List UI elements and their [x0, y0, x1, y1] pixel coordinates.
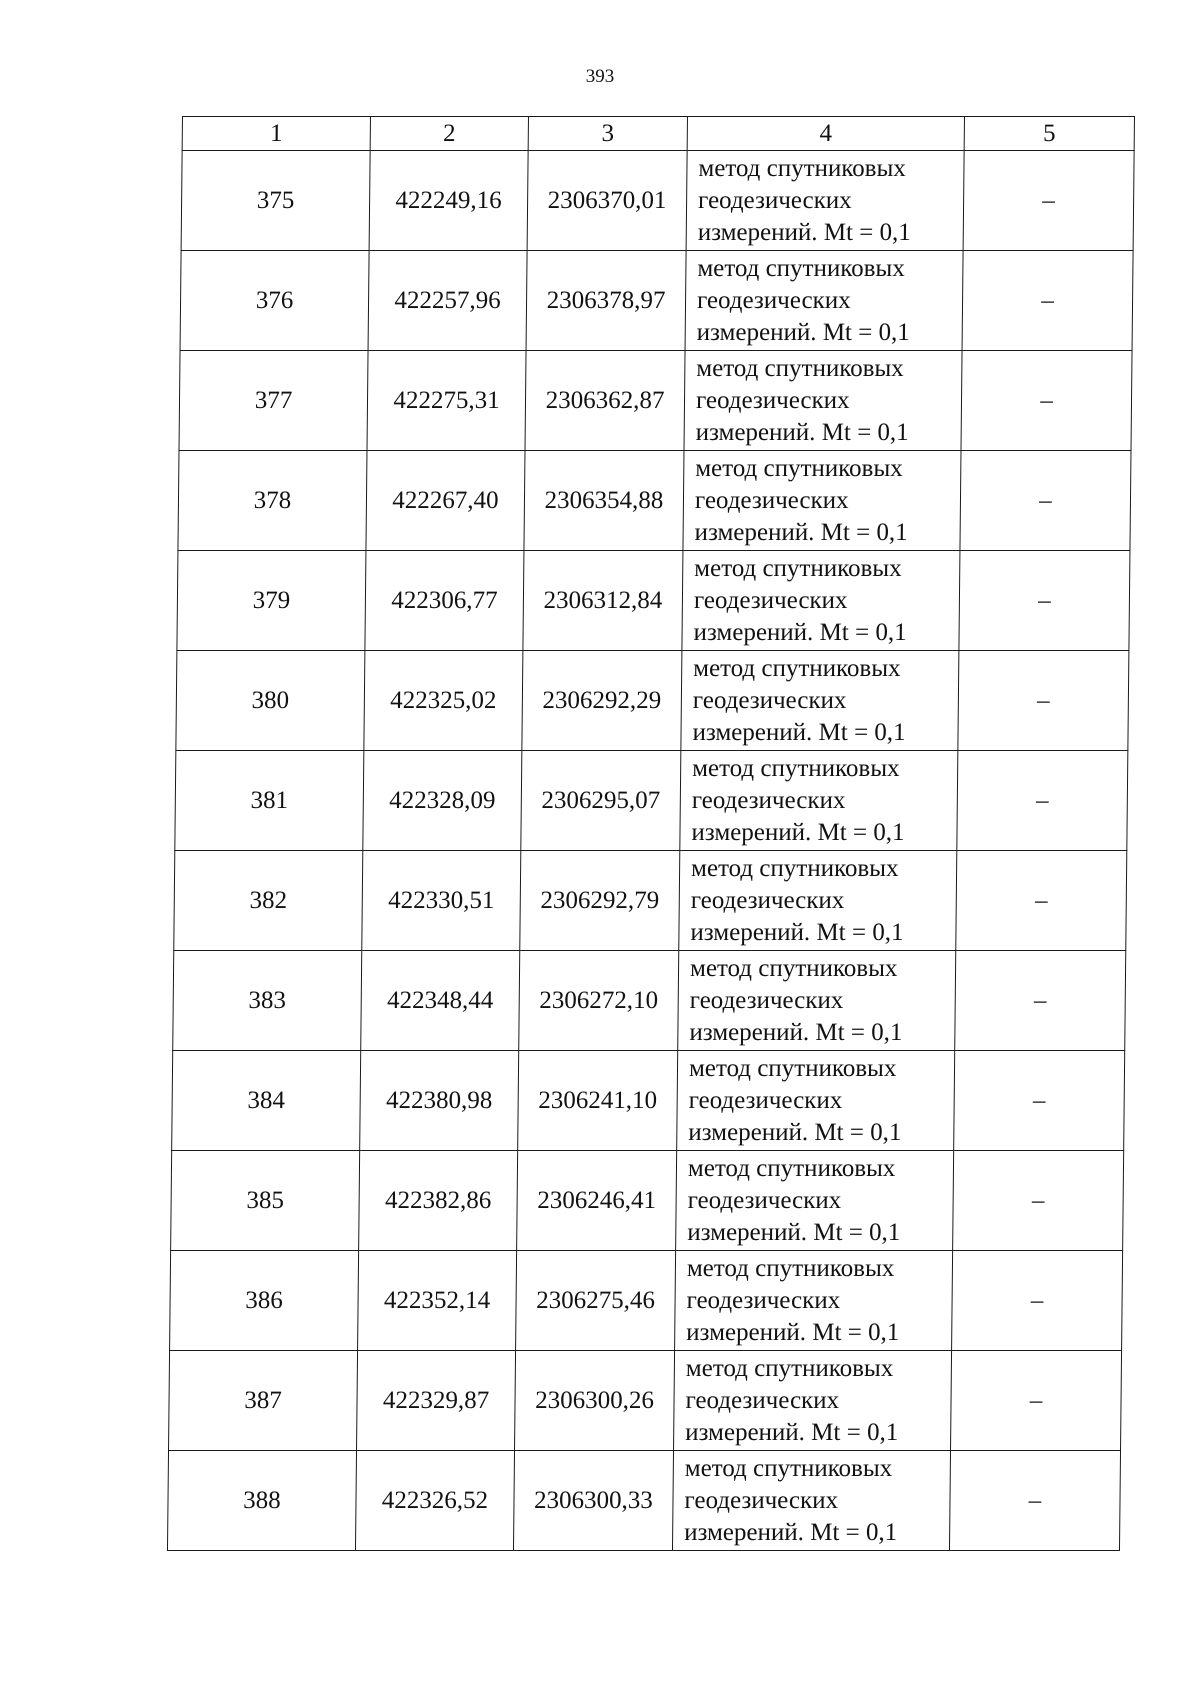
column-header-5: 5 — [964, 117, 1134, 151]
point-number-cell: 380 — [176, 651, 365, 751]
method-text-line: измерений. Mt = 0,1 — [691, 818, 905, 846]
table-row — [171, 1151, 1124, 1251]
method-text-line: метод спутниковых — [684, 1454, 893, 1482]
method-text-line: метод спутниковых — [685, 1354, 894, 1382]
note-cell: – — [961, 351, 1132, 451]
method-text-line: геодезических — [688, 1086, 843, 1114]
method-text-line: измерений. Mt = 0,1 — [690, 918, 904, 946]
method-text-line: геодезических — [690, 886, 845, 914]
table-header-row — [182, 117, 1134, 151]
method-cell — [672, 1451, 950, 1551]
table-row — [180, 251, 1133, 351]
method-text-line: геодезических — [684, 1486, 839, 1514]
method-text-line: геодезических — [692, 686, 847, 714]
note-cell: – — [962, 251, 1133, 351]
method-cell — [679, 851, 957, 951]
x-coordinate-cell: 422328,09 — [363, 751, 522, 851]
y-coordinate-cell: 2306354,88 — [524, 451, 684, 551]
note-cell: – — [954, 1051, 1125, 1151]
x-coordinate-cell: 422382,86 — [359, 1151, 518, 1251]
point-number-cell: 386 — [170, 1251, 359, 1351]
x-coordinate-cell: 422352,14 — [358, 1251, 517, 1351]
method-text-line: измерений. Mt = 0,1 — [686, 1318, 900, 1346]
note-cell: – — [958, 651, 1129, 751]
method-text-line: метод спутниковых — [692, 754, 900, 782]
method-text-line: метод спутниковых — [688, 1054, 897, 1082]
y-coordinate-cell: 2306292,29 — [522, 651, 682, 751]
note-cell: – — [960, 451, 1131, 551]
method-text-line: геодезических — [697, 186, 852, 214]
method-text-line: метод спутниковых — [696, 354, 904, 382]
y-coordinate-cell: 2306362,87 — [525, 351, 685, 451]
method-cell — [682, 551, 960, 651]
point-number-cell: 379 — [177, 551, 366, 651]
column-header-4: 4 — [687, 117, 964, 151]
method-cell — [685, 251, 963, 351]
method-text-line: измерений. Mt = 0,1 — [696, 318, 910, 346]
note-cell: – — [949, 1451, 1120, 1551]
method-cell — [675, 1251, 953, 1351]
x-coordinate-cell: 422275,31 — [367, 351, 526, 451]
y-coordinate-cell: 2306241,10 — [518, 1051, 678, 1151]
note-cell: – — [959, 551, 1130, 651]
method-cell — [676, 1151, 954, 1251]
method-text-line: измерений. Mt = 0,1 — [692, 718, 906, 746]
column-header-1: 1 — [182, 117, 370, 151]
method-text-line: метод спутниковых — [695, 454, 903, 482]
x-coordinate-cell: 422306,77 — [365, 551, 524, 651]
table-row — [167, 1451, 1120, 1551]
method-text-line: измерений. Mt = 0,1 — [695, 418, 909, 446]
table-row — [173, 951, 1126, 1051]
note-cell: – — [953, 1151, 1124, 1251]
y-coordinate-cell: 2306300,26 — [515, 1351, 675, 1451]
table-row — [181, 151, 1134, 251]
method-text-line: геодезических — [695, 386, 850, 414]
note-cell: – — [957, 751, 1128, 851]
point-number-cell: 385 — [171, 1151, 360, 1251]
method-cell — [681, 651, 959, 751]
page-number: 393 — [585, 66, 615, 87]
note-cell: – — [952, 1251, 1123, 1351]
method-text-line: метод спутниковых — [690, 854, 899, 882]
y-coordinate-cell: 2306275,46 — [516, 1251, 676, 1351]
table-row — [178, 451, 1131, 551]
point-number-cell: 383 — [173, 951, 362, 1051]
table-row — [174, 851, 1127, 951]
method-text-line: геодезических — [685, 1386, 840, 1414]
method-text-line: метод спутниковых — [693, 654, 901, 682]
x-coordinate-cell: 422267,40 — [366, 451, 525, 551]
method-text-line: геодезических — [696, 286, 851, 314]
method-text-line: геодезических — [694, 486, 849, 514]
method-cell — [678, 951, 956, 1051]
method-text-line: геодезических — [693, 586, 848, 614]
point-number-cell: 377 — [179, 351, 368, 451]
y-coordinate-cell: 2306246,41 — [517, 1151, 677, 1251]
note-cell: – — [963, 151, 1134, 251]
x-coordinate-cell: 422257,96 — [368, 251, 527, 351]
table-row — [170, 1251, 1123, 1351]
table-body — [167, 151, 1134, 1551]
method-text-line: метод спутниковых — [689, 954, 898, 982]
method-cell — [686, 151, 964, 251]
method-text-line: метод спутниковых — [694, 554, 902, 582]
method-text-line: измерений. Mt = 0,1 — [693, 618, 907, 646]
y-coordinate-cell: 2306272,10 — [519, 951, 679, 1051]
coordinates-table — [167, 116, 1135, 1551]
note-cell: – — [955, 951, 1126, 1051]
method-text-line: измерений. Mt = 0,1 — [689, 1018, 903, 1046]
x-coordinate-cell: 422249,16 — [369, 151, 528, 251]
method-text-line: метод спутниковых — [687, 1154, 896, 1182]
method-text-line: геодезических — [687, 1186, 842, 1214]
y-coordinate-cell: 2306292,79 — [520, 851, 680, 951]
method-text-line: измерений. Mt = 0,1 — [697, 218, 912, 246]
point-number-cell: 381 — [175, 751, 364, 851]
x-coordinate-cell: 422330,51 — [362, 851, 521, 951]
y-coordinate-cell: 2306378,97 — [526, 251, 686, 351]
point-number-cell: 387 — [169, 1351, 358, 1451]
table-row — [177, 551, 1130, 651]
method-text-line: измерений. Mt = 0,1 — [685, 1418, 899, 1446]
method-text-line: измерений. Mt = 0,1 — [687, 1218, 901, 1246]
x-coordinate-cell: 422326,52 — [355, 1451, 514, 1551]
method-text-line: геодезических — [689, 986, 844, 1014]
point-number-cell: 375 — [181, 151, 370, 251]
point-number-cell: 384 — [172, 1051, 361, 1151]
x-coordinate-cell: 422329,87 — [357, 1351, 516, 1451]
table-row — [175, 751, 1128, 851]
point-number-cell: 388 — [167, 1451, 356, 1551]
method-text-line: измерений. Mt = 0,1 — [694, 518, 908, 546]
point-number-cell: 382 — [174, 851, 363, 951]
point-number-cell: 376 — [180, 251, 369, 351]
y-coordinate-cell: 2306295,07 — [521, 751, 681, 851]
note-cell: – — [956, 851, 1127, 951]
table-row — [179, 351, 1132, 451]
y-coordinate-cell: 2306312,84 — [523, 551, 683, 651]
method-cell — [677, 1051, 955, 1151]
x-coordinate-cell: 422380,98 — [360, 1051, 519, 1151]
method-text-line: геодезических — [691, 786, 846, 814]
column-header-3: 3 — [528, 117, 687, 151]
column-header-2: 2 — [370, 117, 528, 151]
method-cell — [674, 1351, 952, 1451]
method-cell — [680, 751, 958, 851]
table-row — [169, 1351, 1122, 1451]
point-number-cell: 378 — [178, 451, 367, 551]
table-row — [172, 1051, 1125, 1151]
method-text-line: измерений. Mt = 0,1 — [684, 1518, 898, 1546]
x-coordinate-cell: 422325,02 — [364, 651, 523, 751]
method-text-line: метод спутниковых — [697, 254, 905, 282]
method-text-line: геодезических — [686, 1286, 841, 1314]
method-cell — [684, 351, 962, 451]
x-coordinate-cell: 422348,44 — [361, 951, 520, 1051]
y-coordinate-cell: 2306370,01 — [527, 151, 687, 251]
method-text-line: измерений. Mt = 0,1 — [688, 1118, 902, 1146]
method-cell — [683, 451, 961, 551]
note-cell: – — [951, 1351, 1122, 1451]
table-row — [176, 651, 1129, 751]
method-text-line: метод спутниковых — [698, 154, 907, 182]
method-text-line: метод спутниковых — [686, 1254, 895, 1282]
y-coordinate-cell: 2306300,33 — [513, 1451, 673, 1551]
